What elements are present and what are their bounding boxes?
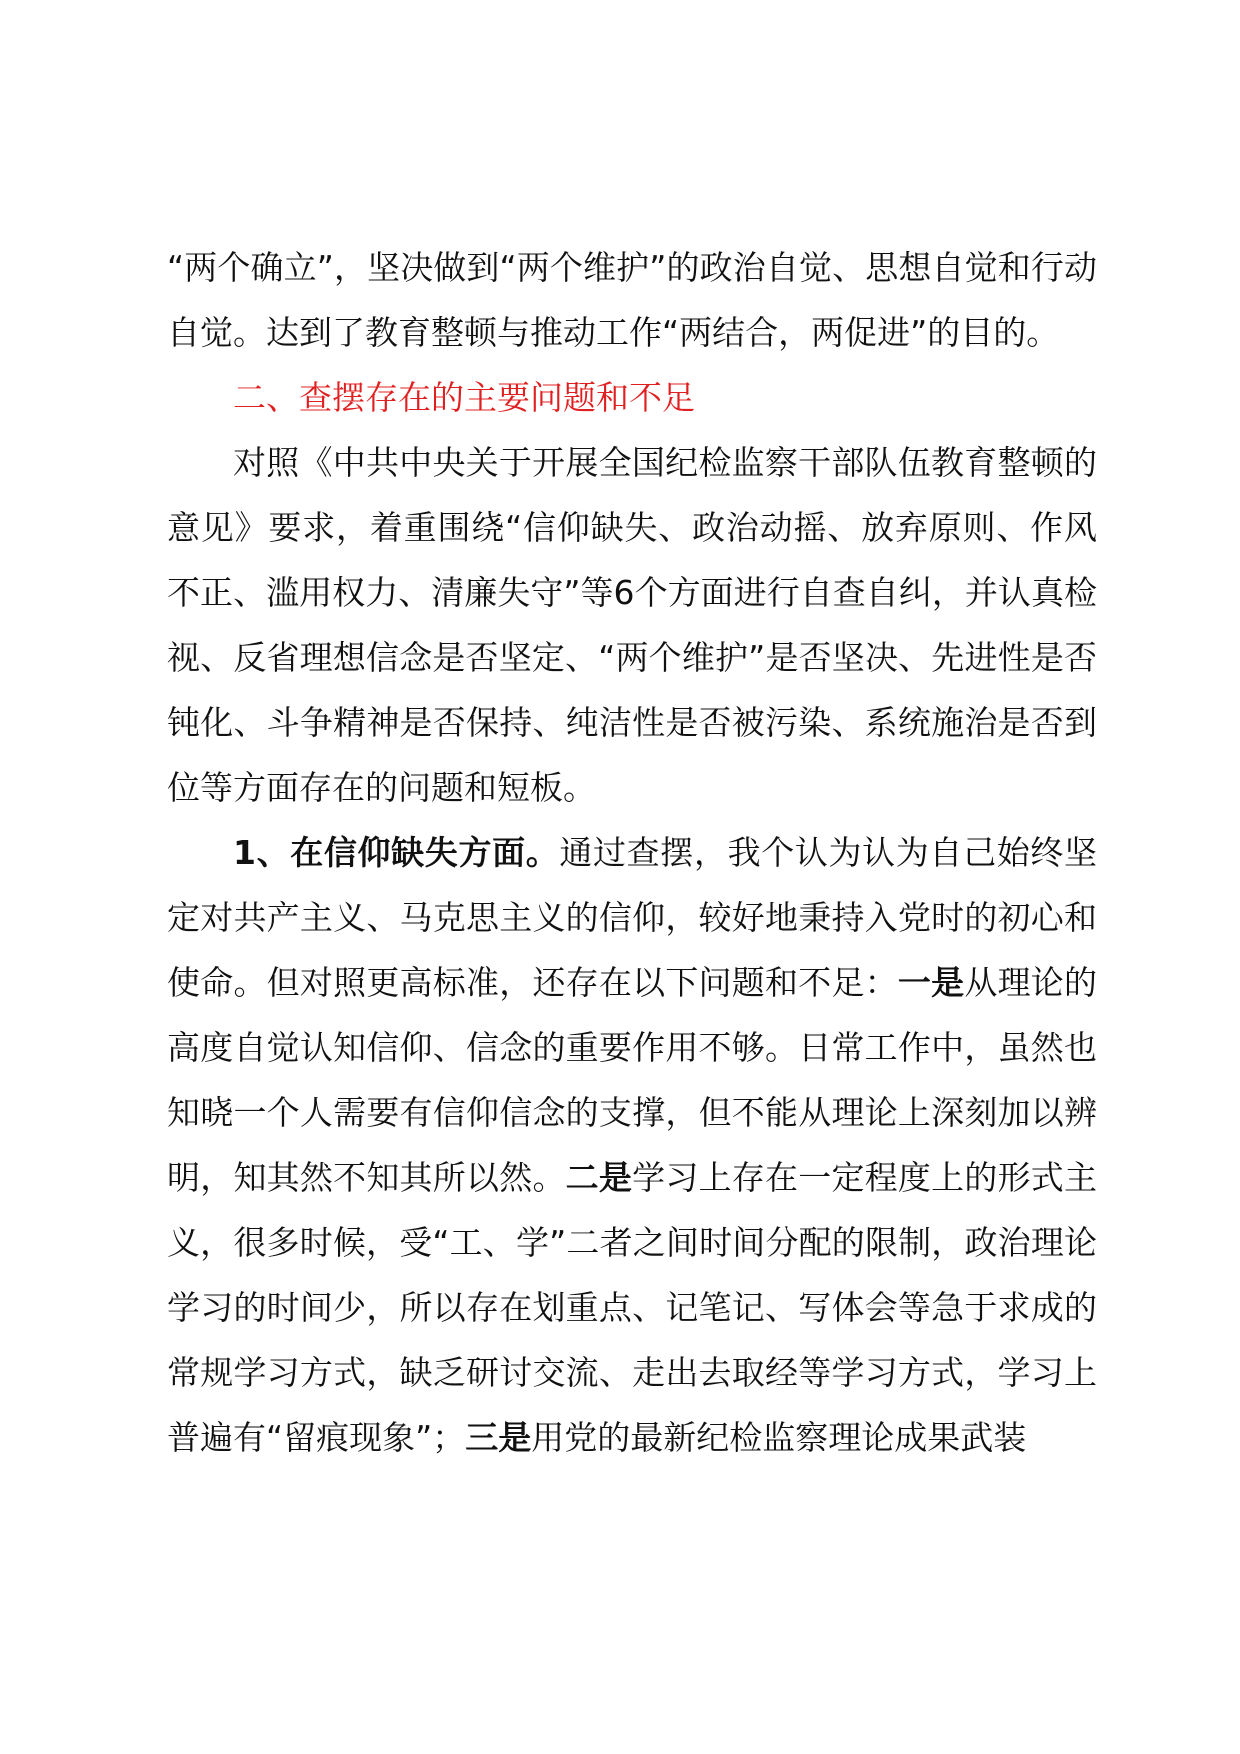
- section-heading: 二、查摆存在的主要问题和不足: [233, 378, 695, 417]
- item-1-text-b: 从理论的高度自觉认知信仰、信念的重要作用不够。日常工作中，虽然也知晓一个人需要有信仰信念的支撑，但不能从理论上深刻加以辨明，知其然不知其所以然。: [167, 963, 1098, 1197]
- item-1-label-1: 一是: [897, 963, 965, 1002]
- item-1-title: 1、在信仰缺失方面。: [233, 833, 560, 872]
- paragraph-intro: 对照《中共中央关于开展全国纪检监察干部队伍教育整顿的意见》要求，着重围绕“信仰缺失、政治动摇、放弃原则、作风不正、滥用权力、清廉失守”等6个方面进行自查自纠，并认真检视、反省理想信念是否坚定、“两个维护”是否坚决、先进性是否钝化、斗争精神是否保持、纯洁性是否被污染、系统施治是否到位等方面存在的问题和短板。: [167, 443, 1097, 807]
- item-1-label-3: 三是: [465, 1418, 532, 1457]
- item-1-label-2: 二是: [565, 1158, 633, 1197]
- item-1-text-c: 学习上存在一定程度上的形式主义，很多时候，受“工、学”二者之间时间分配的限制，政治理论学习的时间少，所以存在划重点、记笔记、写体会等急于求成的常规学习方式，缺乏研讨交流、走出去取经等学习方式，学习上普遍有“留痕现象”；: [167, 1158, 1098, 1457]
- paragraph-item-1: [167, 820, 1097, 1470]
- item-1-text-d: 用党的最新纪检监察理论成果武装: [531, 1418, 1027, 1457]
- paragraph-continuation: “两个确立”，坚决做到“两个维护”的政治自觉、思想自觉和行动自觉。达到了教育整顿与推动工作“两结合，两促进”的目的。: [167, 248, 1097, 352]
- document-body: [167, 235, 1097, 1470]
- item-1-text-a: 通过查摆，我个认为认为自己始终坚定对共产主义、马克思主义的信仰，较好地秉持入党时的初心和使命。但对照更高标准，还存在以下问题和不足：: [167, 833, 1097, 1002]
